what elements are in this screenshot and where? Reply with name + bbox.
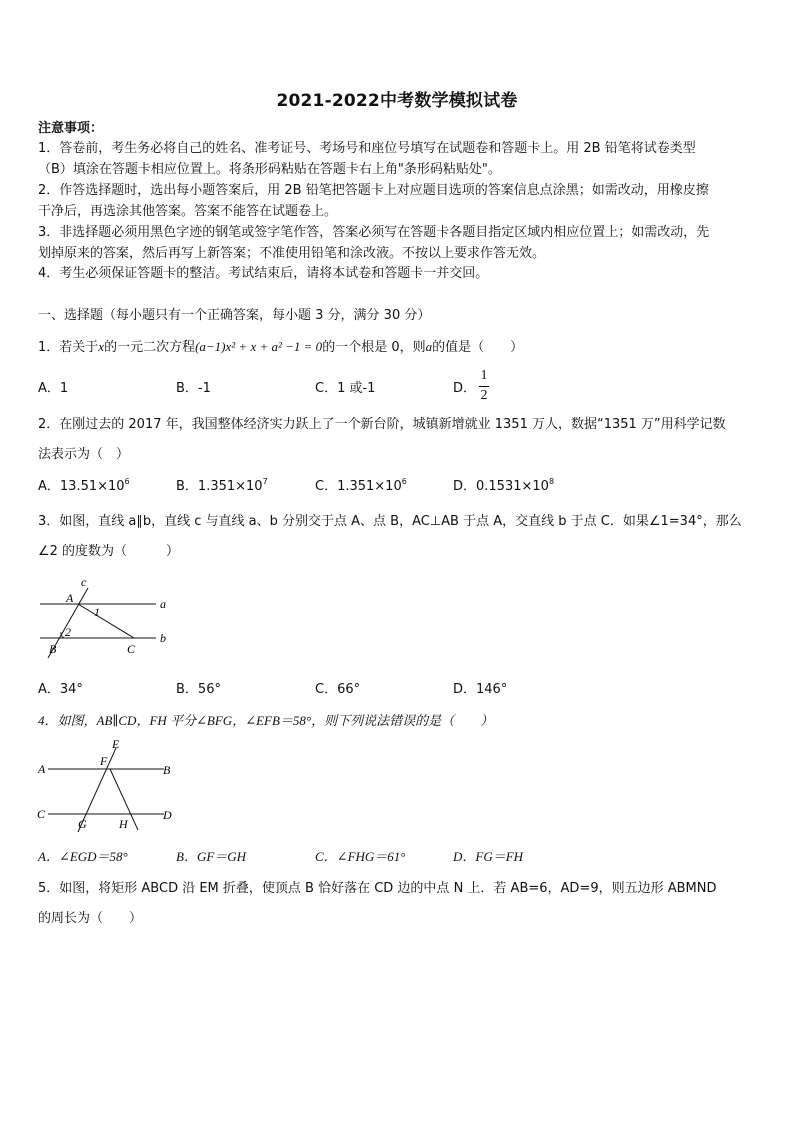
question-5-line-1: 5．如图，将矩形 ABCD 沿 EM 折叠，使顶点 B 恰好落在 CD 边的中点 N 上．若 AB=6，AD=9，则五边形 ABMND <box>38 881 717 896</box>
q1-pre: 1．若关于 <box>38 340 99 355</box>
q1-option-c: C．1 或-1 <box>315 381 376 396</box>
q3-label-1: 1 <box>94 605 100 619</box>
q3-figure <box>34 574 184 660</box>
q4-label-G: G <box>78 817 87 831</box>
q4-option-c: C．∠FHG＝61° <box>315 849 406 864</box>
q1-option-a: A．1 <box>38 381 69 396</box>
q3-line-ac <box>78 604 134 638</box>
q1-option-d-fraction <box>478 368 490 406</box>
question-5-line-2: 的周长为（ ） <box>38 911 143 926</box>
q3-option-a: A．34° <box>38 682 83 697</box>
fraction-bar <box>479 386 489 387</box>
notice-line-5: 3．非选择题必须用黑色字迹的钢笔或签字笔作答，答案必须写在答题卡各题目指定区域内相应位置上；如需改动，先 <box>38 225 710 240</box>
q1-fraction-denominator: 2 <box>480 388 488 403</box>
q2-option-b <box>176 478 268 496</box>
q3-label-c: c <box>81 575 87 589</box>
q1-option-d: D． <box>453 381 477 396</box>
q3-label-C: C <box>127 642 136 656</box>
q4-label-B: B <box>163 763 171 777</box>
q2-option-a <box>38 478 130 496</box>
notice-line-2: （B）填涂在答题卡相应位置上。将条形码粘贴在答题卡右上角"条形码粘贴处"。 <box>38 162 501 177</box>
q1-fraction-numerator: 1 <box>480 368 488 383</box>
question-2-line-2: 法表示为（ ） <box>38 447 130 462</box>
q1-var-x: x <box>98 339 105 354</box>
notice-line-6: 划掉原来的答案，然后再写上新答案；不准使用铅笔和涂改液。不按以上要求作答无效。 <box>38 246 546 261</box>
q1-formula: (a−1)x² + x + a² −1 = 0 <box>195 339 323 354</box>
q2-option-c-base: C．1.351×10 <box>315 479 402 494</box>
question-4-line-1: 4．如图，AB∥CD，FH 平分∠BFG，∠EFB＝58°，则下列说法错误的是（ ） <box>38 713 494 728</box>
q1-end: 的值是（ ） <box>432 340 524 355</box>
q2-option-d-base: D．0.1531×10 <box>453 479 549 494</box>
notice-line-4: 干净后，再选涂其他答案。答案不能答在试题卷上。 <box>38 204 338 219</box>
q2-option-a-base: A．13.51×10 <box>38 479 125 494</box>
q4-option-a: A．∠EGD＝58° <box>38 849 128 864</box>
q1-mid: 的一元二次方程 <box>104 340 196 355</box>
q3-label-a: a <box>160 597 166 611</box>
page-title: 2021-2022中考数学模拟试卷 <box>276 91 518 111</box>
q4-label-E: E <box>112 737 120 751</box>
q2-option-d <box>453 478 554 496</box>
q4-label-H: H <box>119 817 128 831</box>
section-heading: 一、选择题（每小题只有一个正确答案，每小题 3 分，满分 30 分） <box>38 308 431 323</box>
q3-option-b: B．56° <box>176 682 221 697</box>
notice-line-3: 2．作答选择题时，选出每小题答案后，用 2B 铅笔把答题卡上对应题目选项的答案信息点涂黑；如需改动，用橡皮擦 <box>38 183 709 198</box>
notice-line-7: 4．考生必须保证答题卡的整洁。考试结束后，请将本试卷和答题卡一并交回。 <box>38 266 489 281</box>
question-1 <box>38 338 523 357</box>
q2-option-a-exp: 6 <box>124 477 130 486</box>
question-2-line-1: 2．在刚过去的 2017 年，我国整体经济实力跃上了一个新台阶，城镇新增就业 1351 万人，数据“1351 万”用科学记数 <box>38 417 726 432</box>
q3-label-b: b <box>160 631 166 645</box>
q1-option-b: B．-1 <box>176 381 211 396</box>
q2-option-d-exp: 8 <box>548 477 555 486</box>
notice-line-1: 1．答卷前，考生务必将自己的姓名、准考证号、考场号和座位号填写在试题卷和答题卡上。用 2B 铅笔将试卷类型 <box>38 141 696 156</box>
question-3-line-1: 3．如图，直线 a∥b，直线 c 与直线 a、b 分别交于点 A、点 B，AC⊥AB 于点 A，交直线 b 于点 C．如果∠1=34°，那么 <box>38 514 742 529</box>
q2-option-b-exp: 7 <box>262 477 268 486</box>
q3-label-2: 2 <box>65 625 71 639</box>
question-3-line-2: ∠2 的度数为（ ） <box>38 544 180 559</box>
q4-label-F: F <box>100 754 108 768</box>
q4-label-C: C <box>37 807 46 821</box>
q3-label-A: A <box>66 591 74 605</box>
q2-option-c-exp: 6 <box>401 477 407 486</box>
q4-option-d: D．FG＝FH <box>453 849 524 864</box>
q4-label-D: D <box>163 808 172 822</box>
q4-figure <box>34 736 184 836</box>
q3-option-c: C．66° <box>315 682 361 697</box>
notice-heading: 注意事项： <box>38 121 104 136</box>
q4-option-b: B．GF＝GH <box>176 849 247 864</box>
q2-option-c <box>315 478 407 496</box>
q1-post: 的一个根是 0，则 <box>322 340 426 355</box>
q2-option-b-base: B．1.351×10 <box>176 479 263 494</box>
q3-label-B: B <box>49 642 57 656</box>
q4-label-A: A <box>38 762 46 776</box>
q1-var-a: a <box>425 339 433 354</box>
q3-option-d: D．146° <box>453 682 508 697</box>
